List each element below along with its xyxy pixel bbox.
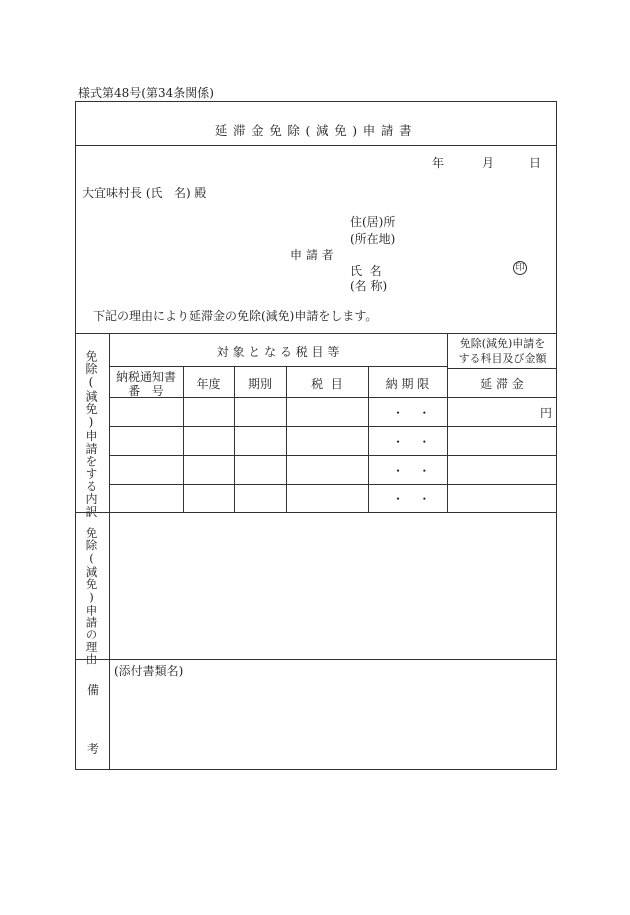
breakdown-section-label: 免除(減免)申請をする内訳 [84, 350, 98, 518]
col-header-period: 期別 [247, 377, 272, 391]
date-month: 月 [482, 156, 495, 170]
right-header-line2: する科目及び金額 [458, 352, 547, 365]
divider [75, 512, 557, 513]
right-header-line1: 免除(減免)申請を [459, 337, 546, 350]
remarks-label-top: 備 [87, 683, 100, 697]
due-date-placeholder: ・・ [392, 406, 445, 420]
due-date-placeholder: ・・ [392, 492, 445, 506]
divider [447, 368, 557, 369]
due-date-placeholder: ・・ [392, 464, 445, 478]
date-year: 年 [432, 156, 445, 170]
date-day: 日 [529, 156, 542, 170]
divider [75, 659, 557, 660]
divider [109, 455, 557, 456]
address-label: 住(居)所 [350, 215, 396, 229]
form-title: 延滞金免除(減免)申請書 [214, 123, 418, 138]
col-header-late-fee: 延 滞 金 [480, 377, 524, 391]
yen-unit: 円 [540, 406, 553, 420]
statement: 下記の理由により延滞金の免除(減免)申請をします。 [93, 309, 378, 323]
group-header: 対 象 と な る 税 目 等 [216, 345, 340, 359]
divider [109, 426, 557, 427]
remarks-label-bottom: 考 [87, 742, 100, 756]
name-label: 氏 名 [350, 264, 382, 278]
attachments-label: (添付書類名) [114, 664, 184, 678]
divider [447, 333, 448, 512]
addressee: 大宜味村長 (氏 名) 殿 [82, 186, 207, 200]
applicant-label: 申 請 者 [290, 248, 334, 262]
divider [109, 397, 557, 398]
divider [109, 366, 447, 367]
col-header-notice: 納税通知書 [115, 370, 176, 384]
form-number: 様式第48号(第34条関係) [78, 86, 214, 100]
col-header-year: 年度 [196, 377, 221, 391]
col-header-due-date: 納 期 限 [385, 377, 430, 391]
divider [75, 333, 557, 334]
due-date-placeholder: ・・ [392, 435, 445, 449]
reason-section-label: 免除(減免)申請の理由 [84, 527, 99, 665]
name-sub-label: (名 称) [350, 279, 388, 293]
divider [109, 484, 557, 485]
address-sub-label: (所在地) [350, 232, 396, 246]
col-header-tax-item: 税 目 [311, 377, 343, 391]
col-header-notice-sub: 番 号 [128, 384, 164, 398]
seal-mark: 印 [513, 261, 527, 275]
divider [75, 145, 557, 146]
